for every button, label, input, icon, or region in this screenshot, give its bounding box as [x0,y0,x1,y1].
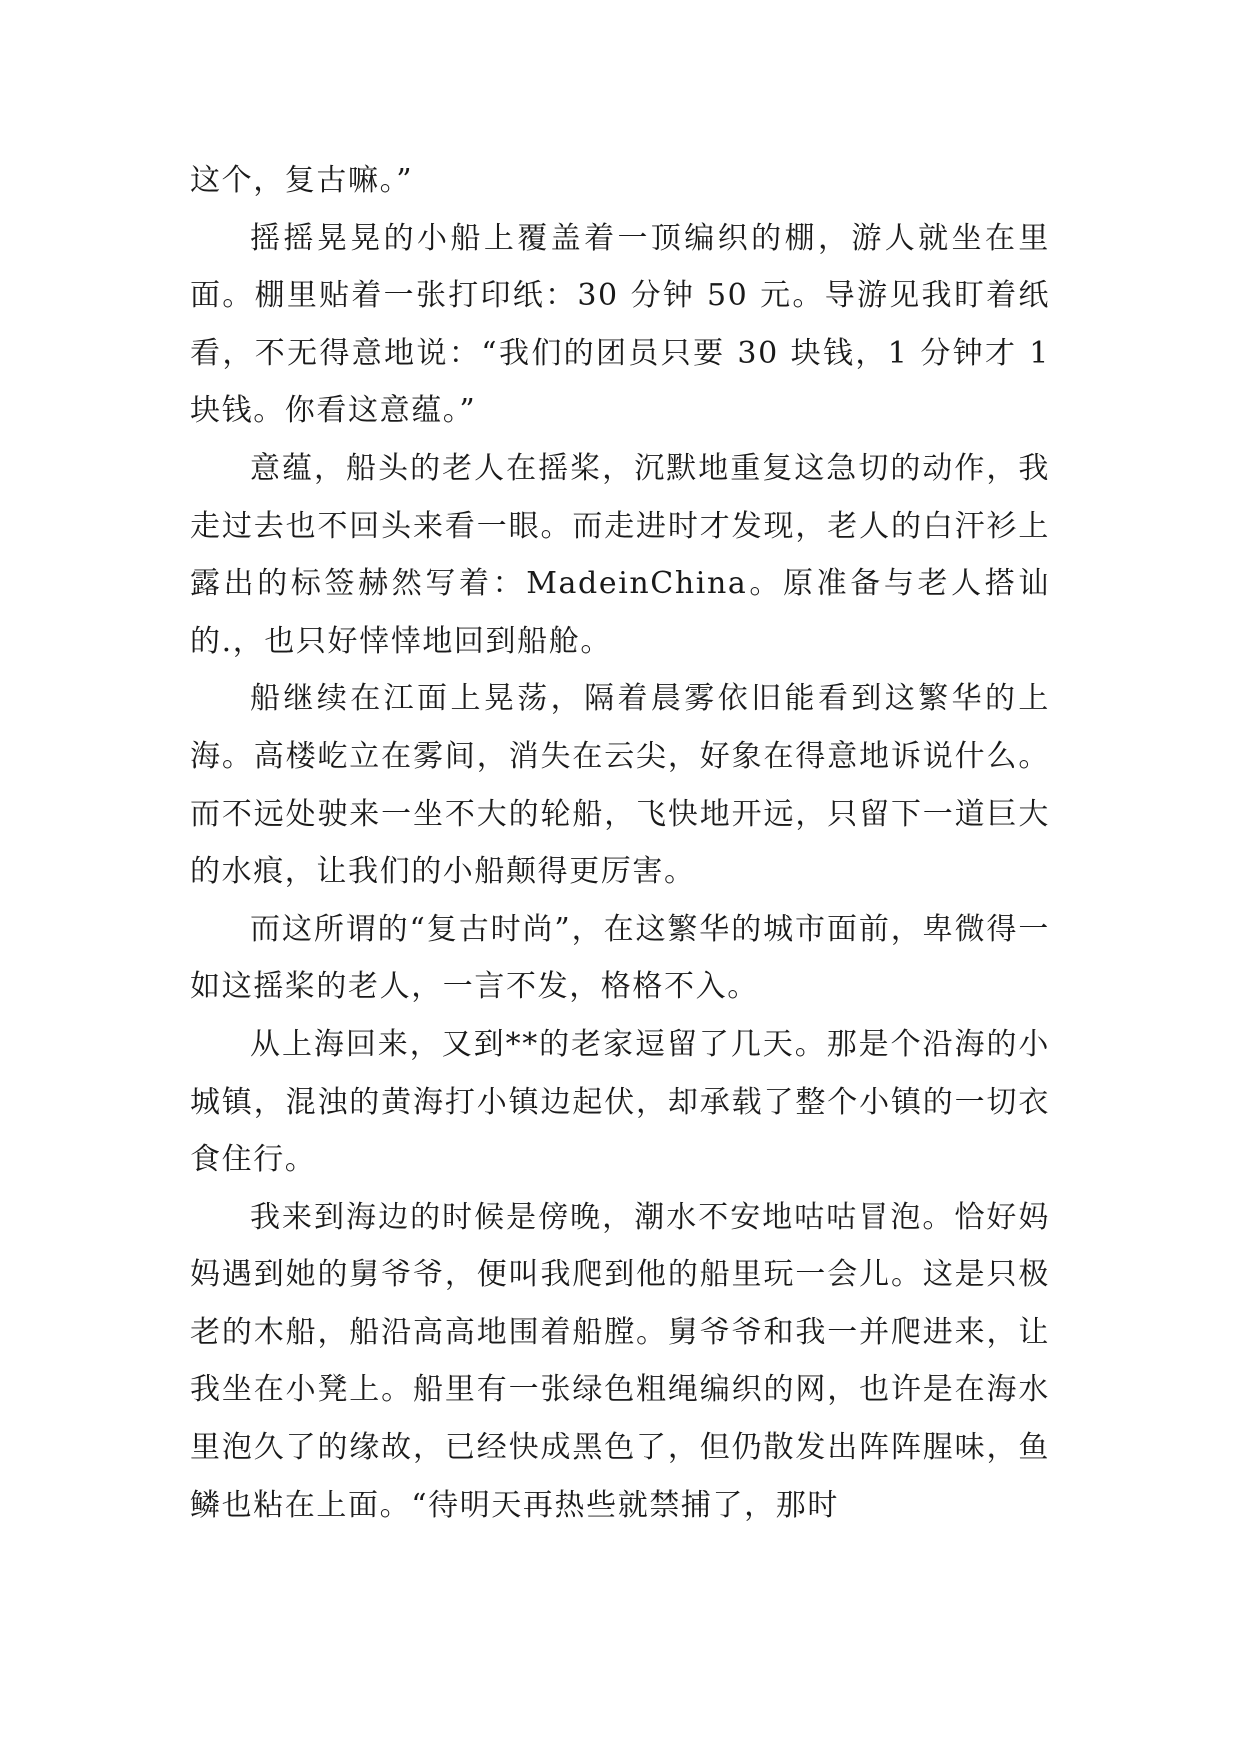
paragraph: 意蕴，船头的老人在摇桨，沉默地重复这急切的动作，我走过去也不回头来看一眼。而走进时才发现，老人的白汗衫上露出的标签赫然写着：MadeinChina。原准备与老人搭讪的.，也只好悻悻地回到船舱。 [190,450,1050,659]
paragraph: 摇摇晃晃的小船上覆盖着一顶编织的棚，游人就坐在里面。棚里贴着一张打印纸：30 分钟 50 元。导游见我盯着纸看，不无得意地说：“我们的团员只要 30 块钱，1 分钟才 1 块钱。你看这意蕴。” [190,220,1050,429]
paragraph: 这个，复古嘛。” [190,163,414,198]
paragraph: 船继续在江面上晃荡，隔着晨雾依旧能看到这繁华的上海。高楼屹立在雾间，消失在云尖，好象在得意地诉说什么。而不远处驶来一坐不大的轮船，飞快地开远，只留下一道巨大的水痕，让我们的小船颠得更厉害。 [190,681,1050,890]
essay-body [190,152,1050,1534]
paragraph: 而这所谓的“复古时尚”，在这繁华的城市面前，卑微得一如这摇桨的老人，一言不发，格格不入。 [190,911,1050,1005]
paragraph: 我来到海边的时候是傍晚，潮水不安地咕咕冒泡。恰好妈妈遇到她的舅爷爷，便叫我爬到他的船里玩一会儿。这是只极老的木船，船沿高高地围着船膛。舅爷爷和我一并爬进来，让我坐在小凳上。船里有一张绿色粗绳编织的网，也许是在海水里泡久了的缘故，已经快成黑色了，但仍散发出阵阵腥味，鱼鳞也粘在上面。“待明天再热些就禁捕了，那时 [190,1199,1050,1523]
paragraph: 从上海回来，又到**的老家逗留了几天。那是个沿海的小城镇，混浊的黄海打小镇边起伏，却承载了整个小镇的一切衣食住行。 [190,1026,1050,1178]
